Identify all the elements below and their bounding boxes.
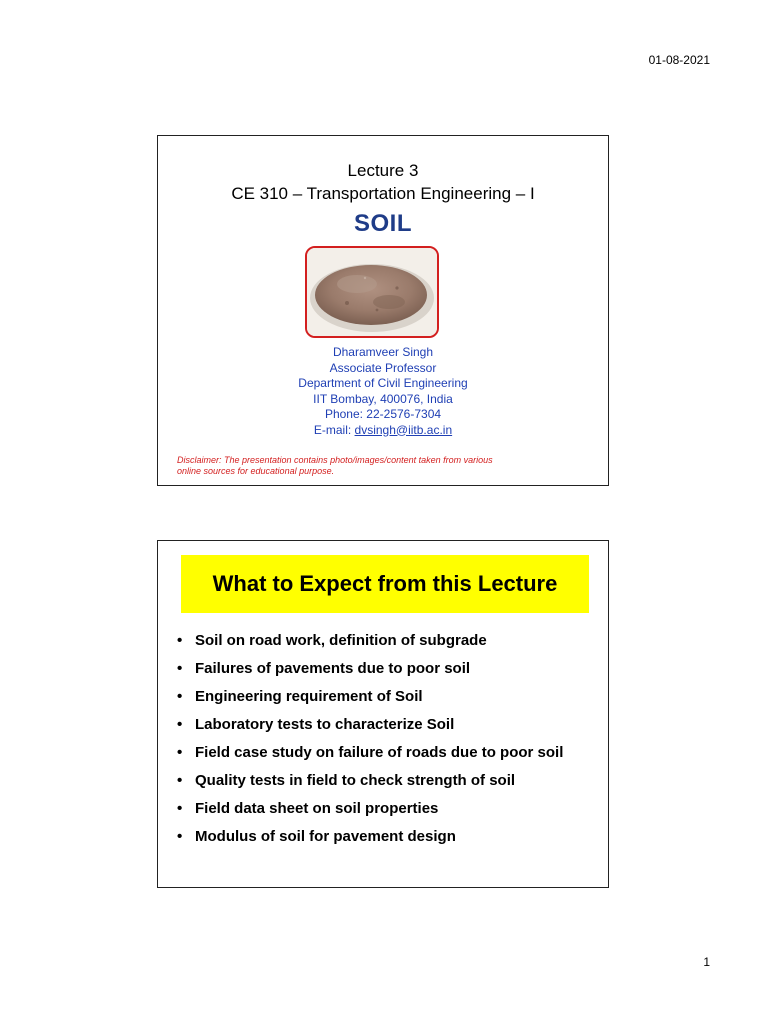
list-item-text: Laboratory tests to characterize Soil [195, 716, 455, 733]
list-item [177, 767, 563, 795]
disclaimer [177, 455, 587, 476]
bullet-icon: • [177, 660, 183, 677]
list-item-text: Engineering requirement of Soil [195, 688, 423, 705]
list-item [177, 711, 563, 739]
overview-bullet-list [177, 627, 563, 851]
soil-sample-image [305, 246, 439, 338]
author-email-line [158, 423, 608, 439]
page-number: 1 [703, 955, 710, 969]
author-institute: IIT Bombay, 400076, India [313, 391, 453, 406]
list-item [177, 739, 563, 767]
email-link[interactable]: dvsingh@iitb.ac.in [354, 422, 453, 437]
disclaimer-line-1: Disclaimer: The presentation contains photo/images/content taken from various [177, 455, 493, 465]
disclaimer-line-2: online sources for educational purpose. [177, 465, 335, 476]
author-phone: Phone: 22-2576-7304 [324, 407, 442, 421]
bullet-icon: • [177, 800, 183, 817]
bullet-icon: • [177, 688, 183, 705]
soil-pile-illustration [307, 248, 437, 336]
overview-title: What to Expect from this Lecture [181, 555, 589, 613]
bullet-icon: • [177, 632, 183, 649]
topic-title: SOIL [353, 210, 412, 237]
bullet-icon: • [177, 744, 183, 761]
list-item-text: Field data sheet on soil properties [195, 800, 439, 817]
list-item [177, 627, 563, 655]
bullet-icon: • [177, 772, 183, 789]
page-date: 01-08-2021 [648, 53, 710, 67]
list-item-text: Failures of pavements due to poor soil [195, 660, 471, 677]
author-department: Department of Civil Engineering [298, 376, 468, 390]
list-item-text: Soil on road work, definition of subgrade [195, 632, 487, 649]
list-item-text: Modulus of soil for pavement design [195, 828, 456, 845]
list-item-text: Field case study on failure of roads due to poor soil [195, 744, 564, 761]
list-item [177, 795, 563, 823]
slide-title [157, 135, 609, 486]
course-title: CE 310 – Transportation Engineering – I [231, 184, 535, 203]
slide-overview [157, 540, 609, 888]
list-item [177, 823, 563, 851]
author-position: Associate Professor [329, 360, 437, 375]
author-info [158, 345, 608, 438]
author-name: Dharamveer Singh [332, 345, 434, 359]
list-item [177, 683, 563, 711]
list-item-text: Quality tests in field to check strength of soil [195, 772, 516, 789]
lecture-number: Lecture 3 [347, 161, 419, 180]
email-label: E-mail: [313, 422, 355, 437]
bullet-icon: • [177, 828, 183, 845]
list-item [177, 655, 563, 683]
bullet-icon: • [177, 716, 183, 733]
